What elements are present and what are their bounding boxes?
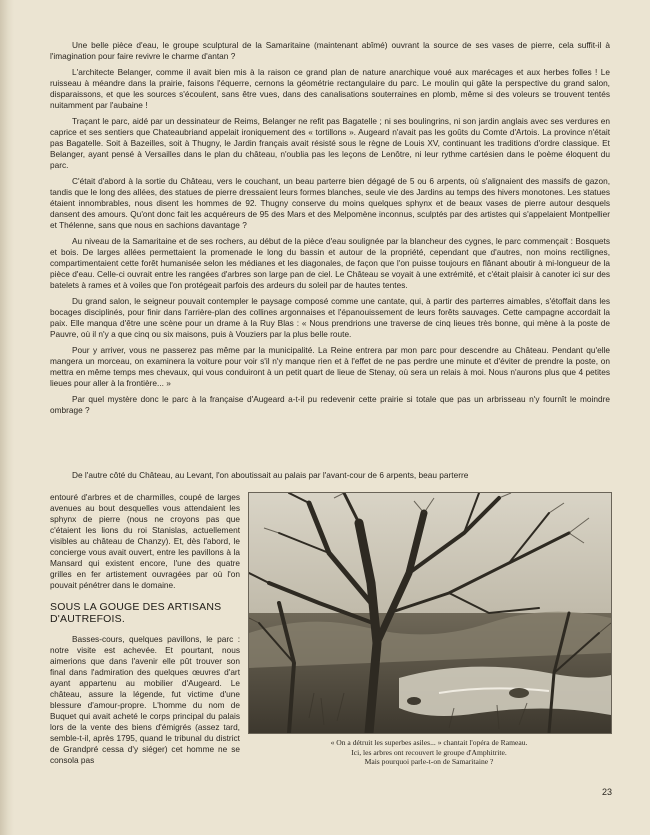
caption-line-3: Mais pourquoi parle-t-on de Samaritaine ? [364,757,494,766]
left-paragraph-2: Basses-cours, quelques pavillons, le parc : notre visite est achevée. Et pourtant, nous aimerions que dans l'avenir elle pût trouver son final dans l'admiration des quelques œuvres d'art ayant appartenu au mobilier d'Augeard. Le château, assure la légende, fut victime d'une blessure d'amour-propre. L'homme du nom de Buquet qui avait acheté le corps principal du palais lors de la vente des biens d'émigrés (assez tard, semble-t-il, après 1795, quand le tribunal du district de Grandpré cessa d'y siéger) cet homme ne se consola pas [50,634,240,765]
page-number: 23 [601,787,612,797]
section-heading-line-2: D'AUTREFOIS. [50,613,125,625]
paragraph-6: Du grand salon, le seigneur pouvait contempler le paysage composé comme une cantate, qui, à partir des parterres aimables, s'étoffait dans les bocages disciplinés, pour finir dans l'arrière-plan des collines argonnaises et l'épanouissement de leurs forêts sauvages. Cette campagne accordait la paix. Elle manqua d'être une scène pour un drame à la Ruy Blas : « Nous prendrions une traverse de cinq lieues très bonne, qui mène à la poste de Pauvre, où il n'y a que cinq ou six maisons, puis à Vouziers par la plus belle route. [50,296,610,339]
page-fold-shadow [0,0,14,835]
paragraph-4: C'était d'abord à la sortie du Château, vers le couchant, un beau parterre bien dégagé de 5 ou 6 arpents, où s'alignaient des massifs de gazon, tandis que le long des allées, des statues de pierre dressaient leurs formes blanches, seule vie des Jardins au temps des hivers monotones. Les statues étaient innombrables, nous disent les hommes de 92. Thugny conserve du moins quelques sphynx et de beaux vases de pierre autour desquels dansent des amours. Qu'ont donc fait les acquéreurs de 95 des Mars et des Melpomène inconnus, sculptés par des artistes qui s'appelaient Montpellier et Thélenne, sans que nous en sachions davantage ? [50,176,610,230]
paragraph-7: Pour y arriver, vous ne passerez pas même par la municipalité. La Reine entrera par mon parc pour descendre au Château. Pendant qu'elle mangera un morceau, on examinera la voiture pour voir s'il n'y manque rien et à l'effet de ne pas perdre une minute et d'éviter de prendre la poste, on mettra en même temps mes chevaux, qui vous conduiront à un petit quart de lieue de Stenay, où sera un relais à moi. Nous n'aurons plus que 4 petites lieues pour aller à la frontière... » [50,345,610,388]
paragraph-8: Par quel mystère donc le parc à la française d'Augeard a-t-il pu redevenir cette prairie si totale que pas un arbrisseau n'y fournît le moindre ombrage ? [50,394,610,415]
section-heading [50,601,240,625]
paragraph-lead: De l'autre côté du Château, au Levant, l'on aboutissait au palais par l'avant-cour de 6 arpents, beau parterre [72,470,469,480]
article-body [50,40,610,421]
park-photo [248,492,612,734]
lower-section [50,470,610,766]
left-column [50,492,240,770]
caption-line-2: Ici, les arbres ont recouvert le groupe d'Amphitrite. [351,747,507,757]
paragraph-2: L'architecte Belanger, comme il avait bien mis à la raison ce grand plan de nature anarchique voué aux marécages et aux herbes folles ! Le ruisseau à méandre dans la prairie, faisons l'équerre, cernons la géométrie rectangulaire du parc. Le moulin qui gâte la perspective du grand salon, disparaissons, et que les sources s'écoulent, sans être vues, dans des canalisations souterraines en plomb, même si des voleurs se trouvent tentés nuitamment par l'aubaine ! [50,67,610,110]
paragraph-3: Traçant le parc, aidé par un dessinateur de Reims, Belanger ne refit pas Bagatelle ; ni ses boulingrins, ni son jardin anglais avec ses verdures en caprice et ses sentiers que Chateaubriand appelait ironiquement des « tortillons ». Augeard n'avait pas les goûts du Comte d'Artois. La province n'était pas Bagatelle. Soit à Bazeilles, soit à Thugny, le Jardin français avait résisté sous le règne de Louis XV, continuant les traditions d'ordre classique. Et Belanger, ayant pensé à Versailles dans le plan du château, n'oublia pas les leçons de Lenôtre, ni leur rythme cartésien dans le poème éloquent du parc. [50,116,610,170]
paragraph-1: Une belle pièce d'eau, le groupe sculptural de la Samaritaine (maintenant abîmé) ouvrant la source de ses vases de pierre, cela suffit-il à l'imagination pour faire revivre le charme d'antan ? [50,40,610,61]
caption-line-1: « On a détruit les superbes asiles... » chantait l'opéra de Rameau. [330,738,528,747]
paragraph-5: Au niveau de la Samaritaine et de ses rochers, au début de la pièce d'eau soulignée par la blancheur des cygnes, le parc commençait : Bosquets et bois. De larges allées permettaient la promenade le long du bassin et autour de la propriété, cependant que d'autres, non moins rectilignes, compartimentaient cette forêt humanisée selon les médianes et les diagonales, de façon que l'on puisse toujours en flânant aboutir à mi-longueur de la pièce d'eau. Celle-ci ouvrait entre les rangées d'arbres son large pan de ciel. Le Château se voyait à une extrémité, et c'était plaisir à canoter ici sur des batelets à rames et à voiles que l'on protégeait parfois des ardeurs du soleil par de hautes tentes. [50,236,610,290]
photo-figure [248,492,610,767]
left-paragraph-1: entouré d'arbres et de charmilles, coupé de larges avenues au bout desquelles vous attendaient les sphynx de pierre (nous ne croyons pas que c'étaient les lions du roi Stanislas, actuellement visibles au château de Chanzy). Et, dès l'abord, le concierge vous avait ouvert, entre les pavillons à la Mansard qui existent encore, l'une des quatre grilles en fer artistement ouvragées par où l'on pouvait pénétrer dans le domaine. [50,492,240,590]
section-heading-line-1: SOUS LA GOUGE DES ARTISANS [50,601,222,613]
photo-caption [248,738,610,767]
